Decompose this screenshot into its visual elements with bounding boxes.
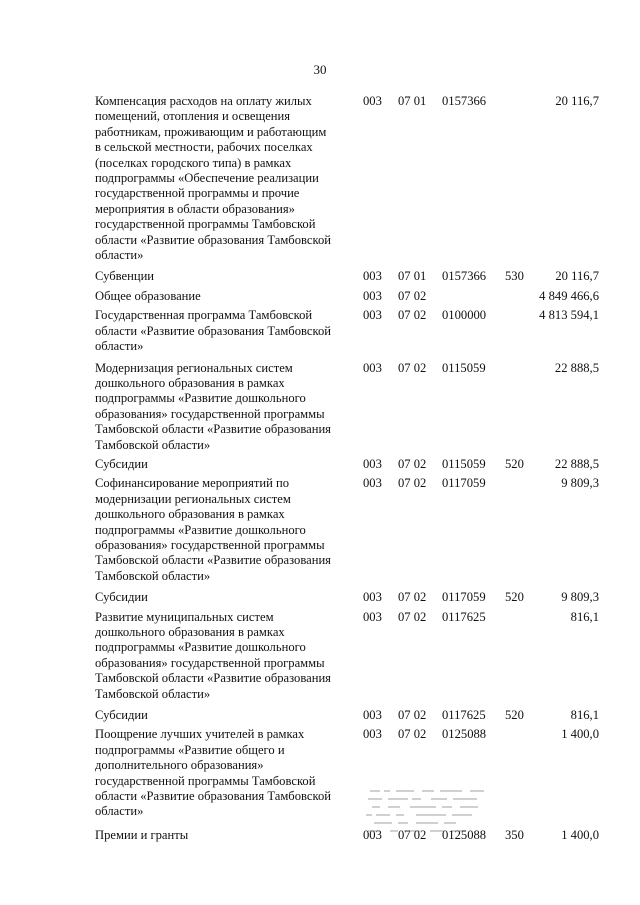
amount: 22 888,5 (554, 456, 599, 471)
section-code: 07 02 (398, 609, 427, 624)
table-row (0, 476, 640, 584)
item-name: Развитие муниципальных систем дошкольного образования в рамках подпрограммы «Развитие дошкольного образования» государственной программы Тамбовской области «Развитие образования Тамбовской области» (95, 609, 331, 701)
amount: 4 849 466,6 (539, 288, 599, 303)
ministry-code: 003 (363, 727, 382, 742)
amount: 9 809,3 (561, 590, 599, 605)
item-name: Общее образование (95, 288, 201, 303)
item-name: Поощрение лучших учителей в рамках подпрограммы «Развитие общего и дополнительного образования» государственной программы Тамбовской области «Развитие образования Тамбовской области» (95, 727, 331, 819)
section-code: 07 02 (398, 288, 427, 303)
target-article-code: 0157366 (442, 269, 487, 284)
section-code: 07 02 (398, 456, 427, 471)
expense-type-code: 520 (505, 708, 524, 723)
section-code: 07 02 (398, 360, 427, 375)
item-name: Субсидии (95, 590, 148, 605)
expense-type-code: 520 (505, 456, 524, 471)
target-article-code: 0115059 (442, 456, 486, 471)
section-code: 07 02 (398, 727, 427, 742)
amount: 816,1 (570, 609, 599, 624)
budget-table (0, 94, 640, 843)
table-row (0, 308, 640, 354)
table-row (0, 590, 640, 605)
section-code: 07 02 (398, 827, 427, 842)
expense-type-code: 350 (505, 827, 524, 842)
item-name: Премии и гранты (95, 827, 189, 842)
target-article-code: 0117625 (442, 708, 486, 723)
amount: 22 888,5 (554, 360, 599, 375)
target-article-code: 0100000 (442, 308, 487, 323)
table-row (0, 828, 640, 843)
amount: 20 116,7 (555, 94, 599, 108)
table-row (0, 94, 640, 263)
amount: 1 400,0 (561, 827, 599, 842)
section-code: 07 02 (398, 708, 427, 723)
amount: 20 116,7 (555, 269, 599, 284)
amount: 4 813 594,1 (539, 308, 599, 323)
item-name: Государственная программа Тамбовской области «Развитие образования Тамбовской области» (95, 308, 331, 354)
ministry-code: 003 (363, 609, 382, 624)
ministry-code: 003 (363, 708, 382, 723)
amount: 9 809,3 (561, 476, 599, 491)
ministry-code: 003 (363, 360, 382, 375)
target-article-code: 0117059 (442, 476, 486, 491)
target-article-code: 0125088 (442, 727, 487, 742)
item-name: Субсидии (95, 456, 148, 471)
item-name: Субвенции (95, 269, 155, 284)
expense-type-code: 530 (505, 269, 524, 284)
ministry-code: 003 (363, 269, 382, 284)
section-code: 07 02 (398, 308, 427, 323)
item-name: Модернизация региональных систем дошкольного образования в рамках подпрограммы «Развитие дошкольного образования» государственной программы Тамбовской области «Развитие образования Тамбовской области» (95, 360, 331, 452)
section-code: 07 01 (398, 269, 427, 284)
section-code: 07 01 (398, 94, 427, 108)
table-row (0, 457, 640, 472)
ministry-code: 003 (363, 827, 382, 842)
target-article-code: 0115059 (442, 360, 486, 375)
expense-type-code: 520 (505, 590, 524, 605)
item-name: Субсидии (95, 708, 148, 723)
ministry-code: 003 (363, 590, 382, 605)
target-article-code: 0125088 (442, 827, 487, 842)
item-name: Компенсация расходов на оплату жилых помещений, отопления и освещения работникам, проживающим и работающим в сельской местности, рабочих поселках (поселках городского типа) в рамках подпрограммы «Обеспечение реализации государственной программы и прочие мероприятия в области образования» государственной программы Тамбовской области «Развитие образования Тамбовской области» (95, 94, 331, 263)
page-number: 30 (313, 62, 327, 77)
ministry-code: 003 (363, 94, 382, 108)
table-row (0, 610, 640, 702)
table-row (0, 708, 640, 723)
ministry-code: 003 (363, 476, 382, 491)
stamp-mark (364, 785, 504, 837)
amount: 1 400,0 (561, 727, 599, 742)
table-row (0, 727, 640, 819)
table-row (0, 269, 640, 284)
ministry-code: 003 (363, 308, 382, 323)
target-article-code: 0117625 (442, 609, 486, 624)
target-article-code: 0157366 (442, 94, 487, 108)
section-code: 07 02 (398, 476, 427, 491)
target-article-code: 0117059 (442, 590, 486, 605)
table-row (0, 361, 640, 453)
ministry-code: 003 (363, 288, 382, 303)
ministry-code: 003 (363, 456, 382, 471)
amount: 816,1 (570, 708, 599, 723)
item-name: Софинансирование мероприятий по модернизации региональных систем дошкольного образования в рамках подпрограммы «Развитие дошкольного образования» государственной программы Тамбовской области «Развитие образования Тамбовской области» (95, 476, 331, 583)
section-code: 07 02 (398, 590, 427, 605)
table-row (0, 289, 640, 304)
